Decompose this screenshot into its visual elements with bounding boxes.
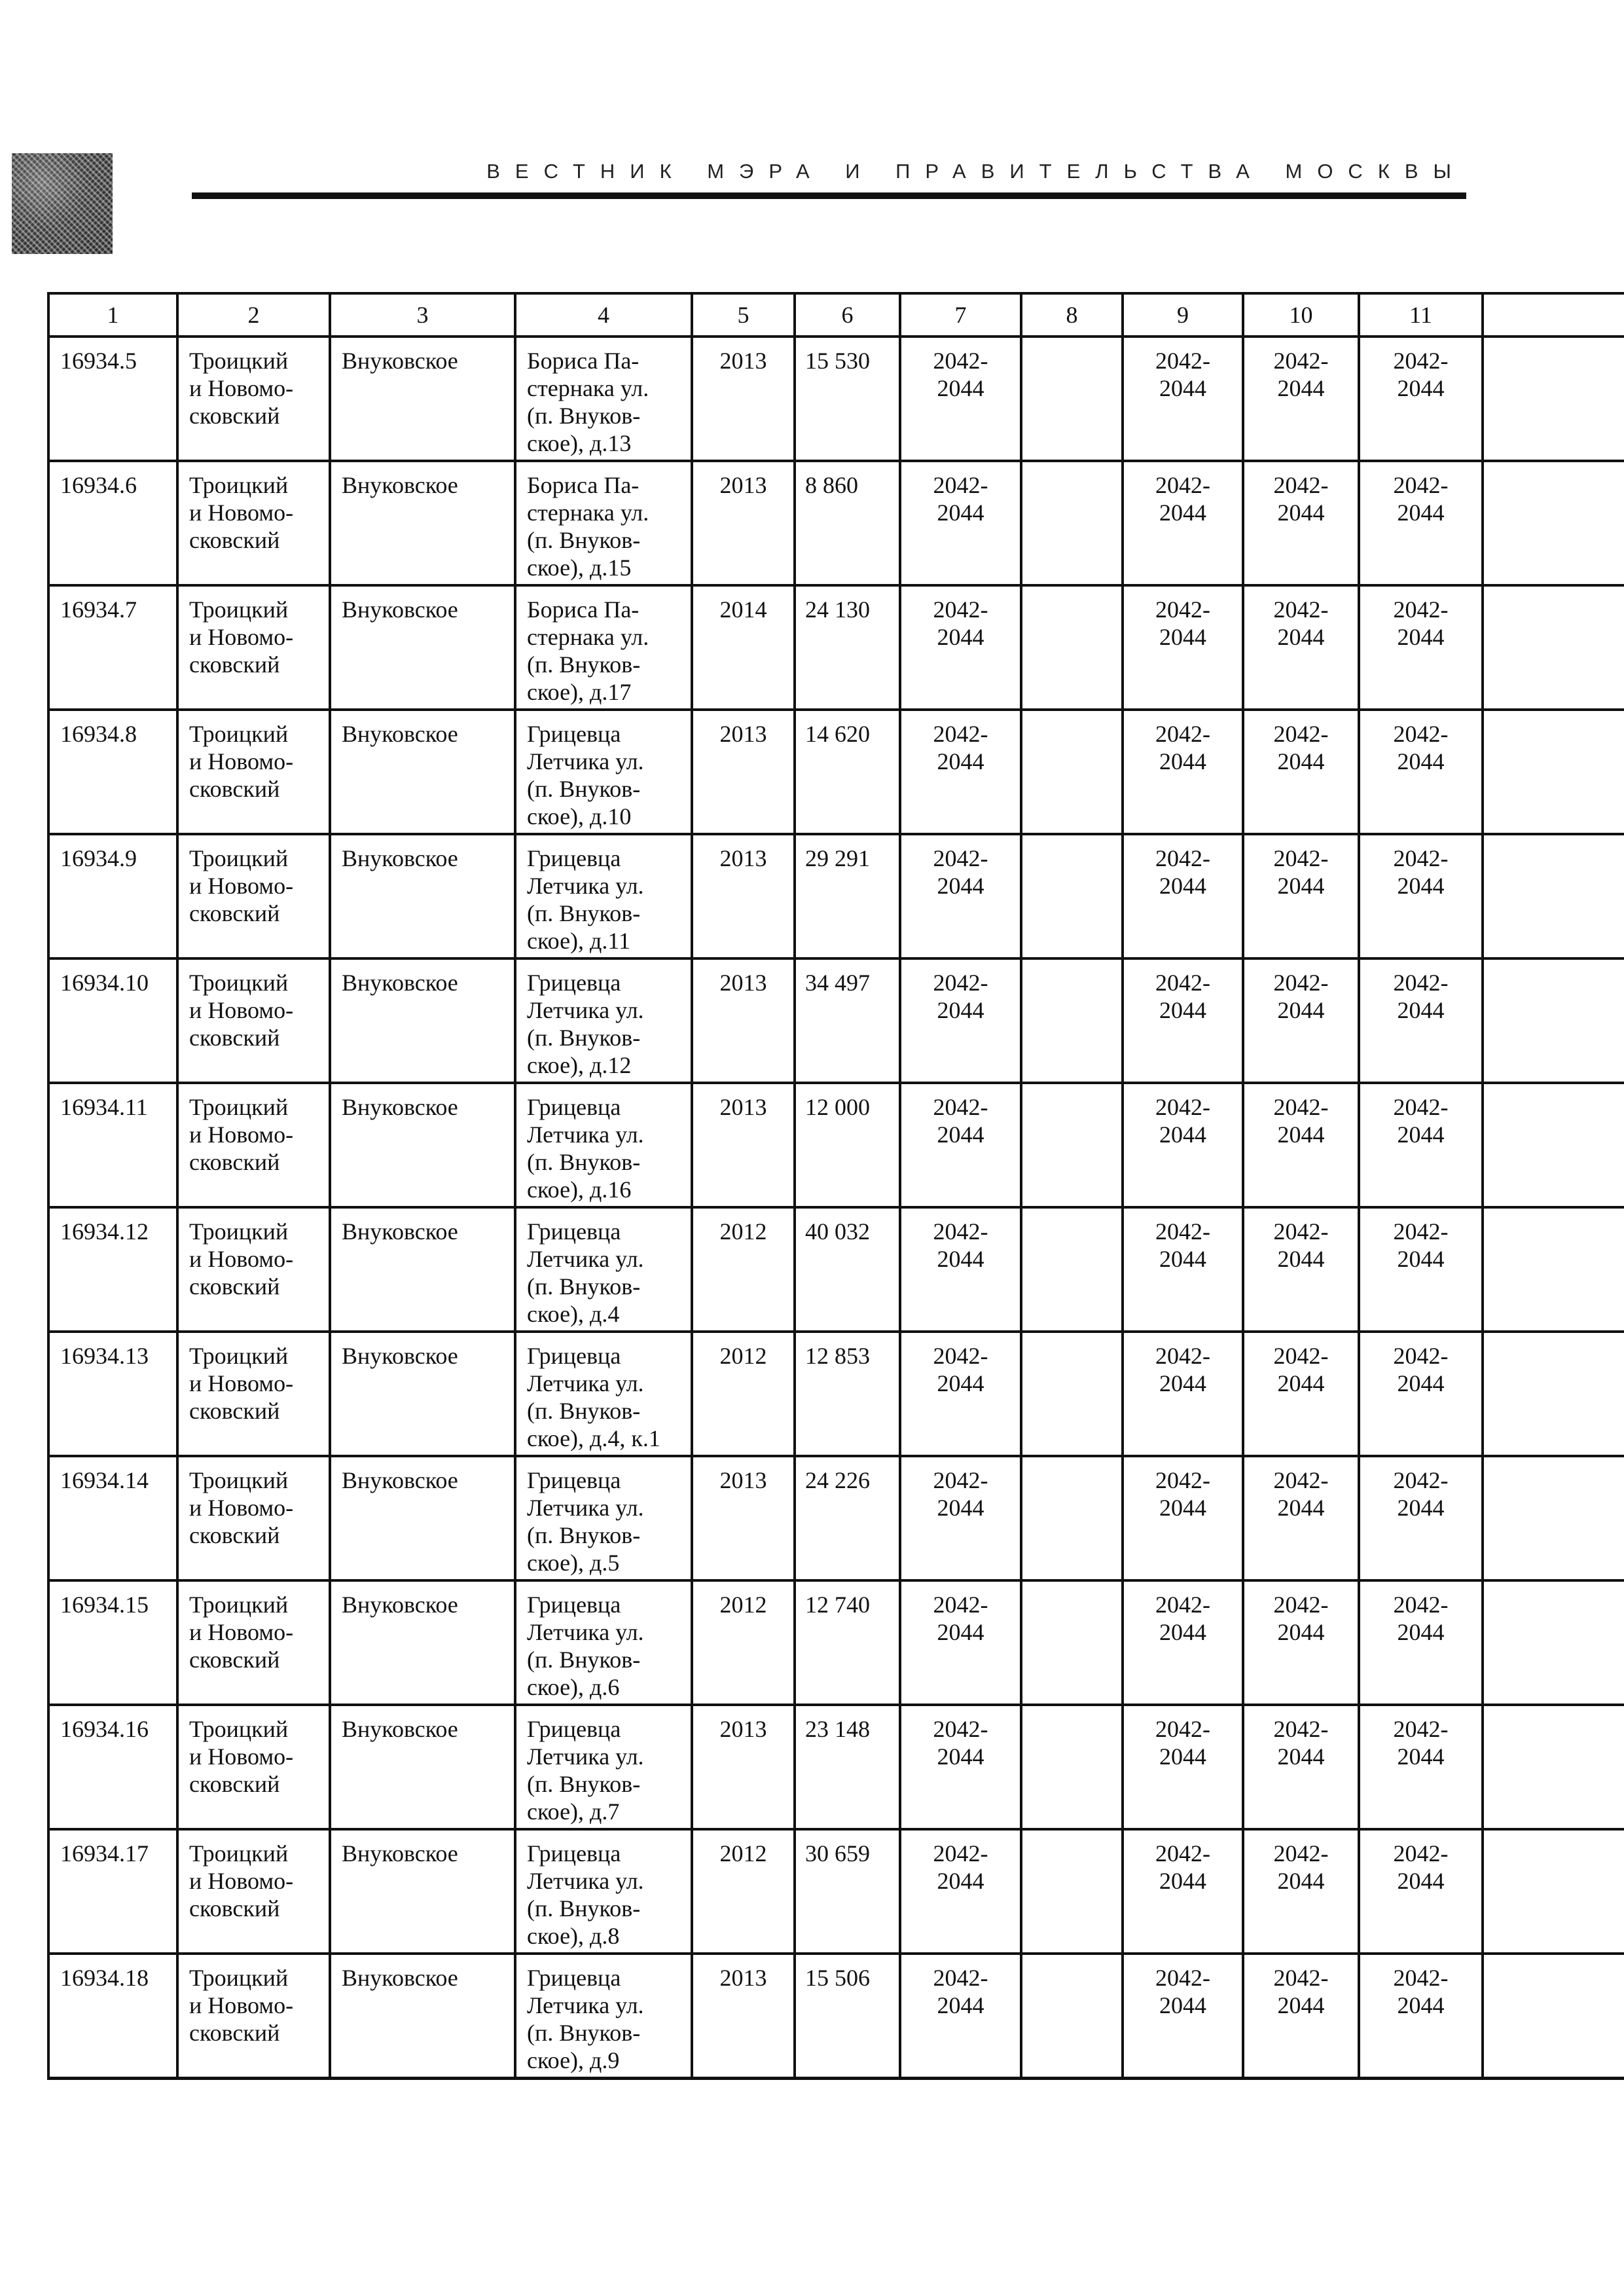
table-body: [48, 337, 1624, 2078]
col9-cell: 2042- 2044: [1123, 1332, 1243, 1456]
row-id-cell: 16934.14: [48, 1456, 177, 1580]
table-container: [47, 292, 1624, 2080]
table-row: [48, 585, 1624, 710]
column-number-2: 2: [177, 293, 330, 337]
col9-cell: 2042- 2044: [1123, 337, 1243, 461]
col10-cell: 2042- 2044: [1243, 710, 1359, 834]
district-cell: Троицкий и Новомо- сковский: [177, 1705, 330, 1829]
district-cell: Троицкий и Новомо- сковский: [177, 1207, 330, 1332]
table-row: [48, 1954, 1624, 2078]
col11-cell: 2042- 2044: [1359, 1954, 1483, 2078]
column-number-12: [1483, 293, 1624, 337]
col10-cell: 2042- 2044: [1243, 1954, 1359, 2078]
settlement-cell: Внуковское: [330, 710, 515, 834]
row-id-cell: 16934.9: [48, 834, 177, 958]
col7-cell: 2042- 2044: [900, 1083, 1021, 1207]
col12-cell: [1483, 1954, 1624, 2078]
col7-cell: 2042- 2044: [900, 585, 1021, 710]
col11-cell: 2042- 2044: [1359, 1829, 1483, 1954]
settlement-cell: Внуковское: [330, 1456, 515, 1580]
address-cell: Грицевца Летчика ул. (п. Внуков- ское), д.4, к.1: [515, 1332, 692, 1456]
col8-cell: [1021, 958, 1123, 1083]
table-row: [48, 1705, 1624, 1829]
col11-cell: 2042- 2044: [1359, 1456, 1483, 1580]
district-cell: Троицкий и Новомо- сковский: [177, 585, 330, 710]
year-cell: 2012: [692, 1580, 795, 1705]
address-cell: Грицевца Летчика ул. (п. Внуков- ское), д.16: [515, 1083, 692, 1207]
settlement-cell: Внуковское: [330, 585, 515, 710]
col11-cell: 2042- 2044: [1359, 1083, 1483, 1207]
col11-cell: 2042- 2044: [1359, 585, 1483, 710]
address-cell: Грицевца Летчика ул. (п. Внуков- ское), д.4: [515, 1207, 692, 1332]
row-id-cell: 16934.10: [48, 958, 177, 1083]
col7-cell: 2042- 2044: [900, 1829, 1021, 1954]
col8-cell: [1021, 337, 1123, 461]
settlement-cell: Внуковское: [330, 1580, 515, 1705]
year-cell: 2014: [692, 585, 795, 710]
row-id-cell: 16934.16: [48, 1705, 177, 1829]
col8-cell: [1021, 461, 1123, 585]
area-cell: 15 530: [795, 337, 900, 461]
district-cell: Троицкий и Новомо- сковский: [177, 1580, 330, 1705]
row-id-cell: 16934.13: [48, 1332, 177, 1456]
col8-cell: [1021, 1083, 1123, 1207]
settlement-cell: Внуковское: [330, 1332, 515, 1456]
year-cell: 2012: [692, 1332, 795, 1456]
col7-cell: 2042- 2044: [900, 1207, 1021, 1332]
address-cell: Бориса Па- стернака ул. (п. Внуков- ское), д.15: [515, 461, 692, 585]
district-cell: Троицкий и Новомо- сковский: [177, 710, 330, 834]
col10-cell: 2042- 2044: [1243, 1083, 1359, 1207]
year-cell: 2013: [692, 1083, 795, 1207]
row-id-cell: 16934.12: [48, 1207, 177, 1332]
area-cell: 14 620: [795, 710, 900, 834]
address-cell: Грицевца Летчика ул. (п. Внуков- ское), д.8: [515, 1829, 692, 1954]
table-row: [48, 1207, 1624, 1332]
col11-cell: 2042- 2044: [1359, 1332, 1483, 1456]
address-cell: Грицевца Летчика ул. (п. Внуков- ское), д.12: [515, 958, 692, 1083]
year-cell: 2013: [692, 1456, 795, 1580]
address-cell: Грицевца Летчика ул. (п. Внуков- ское), д.6: [515, 1580, 692, 1705]
row-id-cell: 16934.7: [48, 585, 177, 710]
col8-cell: [1021, 585, 1123, 710]
col11-cell: 2042- 2044: [1359, 834, 1483, 958]
col12-cell: [1483, 710, 1624, 834]
area-cell: 29 291: [795, 834, 900, 958]
col12-cell: [1483, 461, 1624, 585]
address-cell: Грицевца Летчика ул. (п. Внуков- ское), д.10: [515, 710, 692, 834]
settlement-cell: Внуковское: [330, 1705, 515, 1829]
table-row: [48, 1456, 1624, 1580]
col8-cell: [1021, 1829, 1123, 1954]
table-row: [48, 1580, 1624, 1705]
column-number-3: 3: [330, 293, 515, 337]
year-cell: 2013: [692, 461, 795, 585]
col11-cell: 2042- 2044: [1359, 710, 1483, 834]
col12-cell: [1483, 1083, 1624, 1207]
col8-cell: [1021, 1954, 1123, 2078]
col11-cell: 2042- 2044: [1359, 461, 1483, 585]
col7-cell: 2042- 2044: [900, 1580, 1021, 1705]
table-row: [48, 1332, 1624, 1456]
col8-cell: [1021, 1705, 1123, 1829]
col9-cell: 2042- 2044: [1123, 1705, 1243, 1829]
table-row: [48, 834, 1624, 958]
col9-cell: 2042- 2044: [1123, 461, 1243, 585]
corner-scan-mark: [12, 153, 113, 254]
table-row: [48, 337, 1624, 461]
area-cell: 34 497: [795, 958, 900, 1083]
address-cell: Грицевца Летчика ул. (п. Внуков- ское), д.7: [515, 1705, 692, 1829]
col10-cell: 2042- 2044: [1243, 1829, 1359, 1954]
area-cell: 24 226: [795, 1456, 900, 1580]
row-id-cell: 16934.15: [48, 1580, 177, 1705]
col11-cell: 2042- 2044: [1359, 958, 1483, 1083]
area-cell: 12 740: [795, 1580, 900, 1705]
district-cell: Троицкий и Новомо- сковский: [177, 1829, 330, 1954]
address-cell: Грицевца Летчика ул. (п. Внуков- ское), д.11: [515, 834, 692, 958]
district-cell: Троицкий и Новомо- сковский: [177, 461, 330, 585]
area-cell: 8 860: [795, 461, 900, 585]
col8-cell: [1021, 1207, 1123, 1332]
col8-cell: [1021, 1332, 1123, 1456]
col9-cell: 2042- 2044: [1123, 1083, 1243, 1207]
col12-cell: [1483, 834, 1624, 958]
settlement-cell: Внуковское: [330, 958, 515, 1083]
col9-cell: 2042- 2044: [1123, 585, 1243, 710]
district-cell: Троицкий и Новомо- сковский: [177, 1954, 330, 2078]
table-row: [48, 958, 1624, 1083]
district-cell: Троицкий и Новомо- сковский: [177, 834, 330, 958]
year-cell: 2013: [692, 337, 795, 461]
settlement-cell: Внуковское: [330, 1083, 515, 1207]
col10-cell: 2042- 2044: [1243, 585, 1359, 710]
year-cell: 2013: [692, 710, 795, 834]
district-cell: Троицкий и Новомо- сковский: [177, 1456, 330, 1580]
col8-cell: [1021, 710, 1123, 834]
col10-cell: 2042- 2044: [1243, 1332, 1359, 1456]
district-cell: Троицкий и Новомо- сковский: [177, 958, 330, 1083]
col12-cell: [1483, 1207, 1624, 1332]
col7-cell: 2042- 2044: [900, 834, 1021, 958]
col9-cell: 2042- 2044: [1123, 1580, 1243, 1705]
column-number-9: 9: [1123, 293, 1243, 337]
col10-cell: 2042- 2044: [1243, 958, 1359, 1083]
settlement-cell: Внуковское: [330, 1954, 515, 2078]
area-cell: 40 032: [795, 1207, 900, 1332]
col10-cell: 2042- 2044: [1243, 1456, 1359, 1580]
col12-cell: [1483, 958, 1624, 1083]
column-number-11: 11: [1359, 293, 1483, 337]
area-cell: 24 130: [795, 585, 900, 710]
column-number-7: 7: [900, 293, 1021, 337]
area-cell: 30 659: [795, 1829, 900, 1954]
column-number-6: 6: [795, 293, 900, 337]
address-cell: Грицевца Летчика ул. (п. Внуков- ское), д.5: [515, 1456, 692, 1580]
col10-cell: 2042- 2044: [1243, 461, 1359, 585]
district-cell: Троицкий и Новомо- сковский: [177, 1083, 330, 1207]
col7-cell: 2042- 2044: [900, 337, 1021, 461]
col9-cell: 2042- 2044: [1123, 1954, 1243, 2078]
table-row: [48, 1083, 1624, 1207]
col7-cell: 2042- 2044: [900, 710, 1021, 834]
district-cell: Троицкий и Новомо- сковский: [177, 337, 330, 461]
settlement-cell: Внуковское: [330, 834, 515, 958]
settlement-cell: Внуковское: [330, 1829, 515, 1954]
column-number-1: 1: [48, 293, 177, 337]
column-number-row: [48, 293, 1624, 337]
col12-cell: [1483, 337, 1624, 461]
header-rule: [192, 192, 1466, 199]
column-number-8: 8: [1021, 293, 1123, 337]
settlement-cell: Внуковское: [330, 337, 515, 461]
col10-cell: 2042- 2044: [1243, 1580, 1359, 1705]
col12-cell: [1483, 1456, 1624, 1580]
district-cell: Троицкий и Новомо- сковский: [177, 1332, 330, 1456]
year-cell: 2012: [692, 1829, 795, 1954]
col8-cell: [1021, 834, 1123, 958]
address-cell: Бориса Па- стернака ул. (п. Внуков- ское), д.17: [515, 585, 692, 710]
col10-cell: 2042- 2044: [1243, 337, 1359, 461]
col9-cell: 2042- 2044: [1123, 834, 1243, 958]
area-cell: 12 853: [795, 1332, 900, 1456]
data-table: [47, 292, 1624, 2080]
column-number-5: 5: [692, 293, 795, 337]
col7-cell: 2042- 2044: [900, 1456, 1021, 1580]
row-id-cell: 16934.5: [48, 337, 177, 461]
col12-cell: [1483, 1705, 1624, 1829]
year-cell: 2013: [692, 834, 795, 958]
col7-cell: 2042- 2044: [900, 958, 1021, 1083]
col12-cell: [1483, 1332, 1624, 1456]
row-id-cell: 16934.8: [48, 710, 177, 834]
address-cell: Грицевца Летчика ул. (п. Внуков- ское), д.9: [515, 1954, 692, 2078]
col10-cell: 2042- 2044: [1243, 1705, 1359, 1829]
col9-cell: 2042- 2044: [1123, 1456, 1243, 1580]
address-cell: Бориса Па- стернака ул. (п. Внуков- ское), д.13: [515, 337, 692, 461]
year-cell: 2013: [692, 958, 795, 1083]
col11-cell: 2042- 2044: [1359, 1207, 1483, 1332]
row-id-cell: 16934.6: [48, 461, 177, 585]
year-cell: 2012: [692, 1207, 795, 1332]
area-cell: 12 000: [795, 1083, 900, 1207]
col9-cell: 2042- 2044: [1123, 1207, 1243, 1332]
col7-cell: 2042- 2044: [900, 1954, 1021, 2078]
col11-cell: 2042- 2044: [1359, 337, 1483, 461]
table-row: [48, 461, 1624, 585]
column-number-10: 10: [1243, 293, 1359, 337]
col12-cell: [1483, 585, 1624, 710]
col7-cell: 2042- 2044: [900, 1332, 1021, 1456]
col11-cell: 2042- 2044: [1359, 1580, 1483, 1705]
col9-cell: 2042- 2044: [1123, 710, 1243, 834]
area-cell: 15 506: [795, 1954, 900, 2078]
table-row: [48, 1829, 1624, 1954]
col11-cell: 2042- 2044: [1359, 1705, 1483, 1829]
journal-title: ВЕСТНИК МЭРА И ПРАВИТЕЛЬСТВА МОСКВЫ: [486, 160, 1466, 183]
col9-cell: 2042- 2044: [1123, 958, 1243, 1083]
row-id-cell: 16934.17: [48, 1829, 177, 1954]
col7-cell: 2042- 2044: [900, 1705, 1021, 1829]
column-number-4: 4: [515, 293, 692, 337]
col8-cell: [1021, 1456, 1123, 1580]
col8-cell: [1021, 1580, 1123, 1705]
row-id-cell: 16934.11: [48, 1083, 177, 1207]
table-row: [48, 710, 1624, 834]
year-cell: 2013: [692, 1705, 795, 1829]
settlement-cell: Внуковское: [330, 1207, 515, 1332]
col12-cell: [1483, 1580, 1624, 1705]
col7-cell: 2042- 2044: [900, 461, 1021, 585]
settlement-cell: Внуковское: [330, 461, 515, 585]
area-cell: 23 148: [795, 1705, 900, 1829]
year-cell: 2013: [692, 1954, 795, 2078]
row-id-cell: 16934.18: [48, 1954, 177, 2078]
col9-cell: 2042- 2044: [1123, 1829, 1243, 1954]
col10-cell: 2042- 2044: [1243, 1207, 1359, 1332]
col12-cell: [1483, 1829, 1624, 1954]
col10-cell: 2042- 2044: [1243, 834, 1359, 958]
